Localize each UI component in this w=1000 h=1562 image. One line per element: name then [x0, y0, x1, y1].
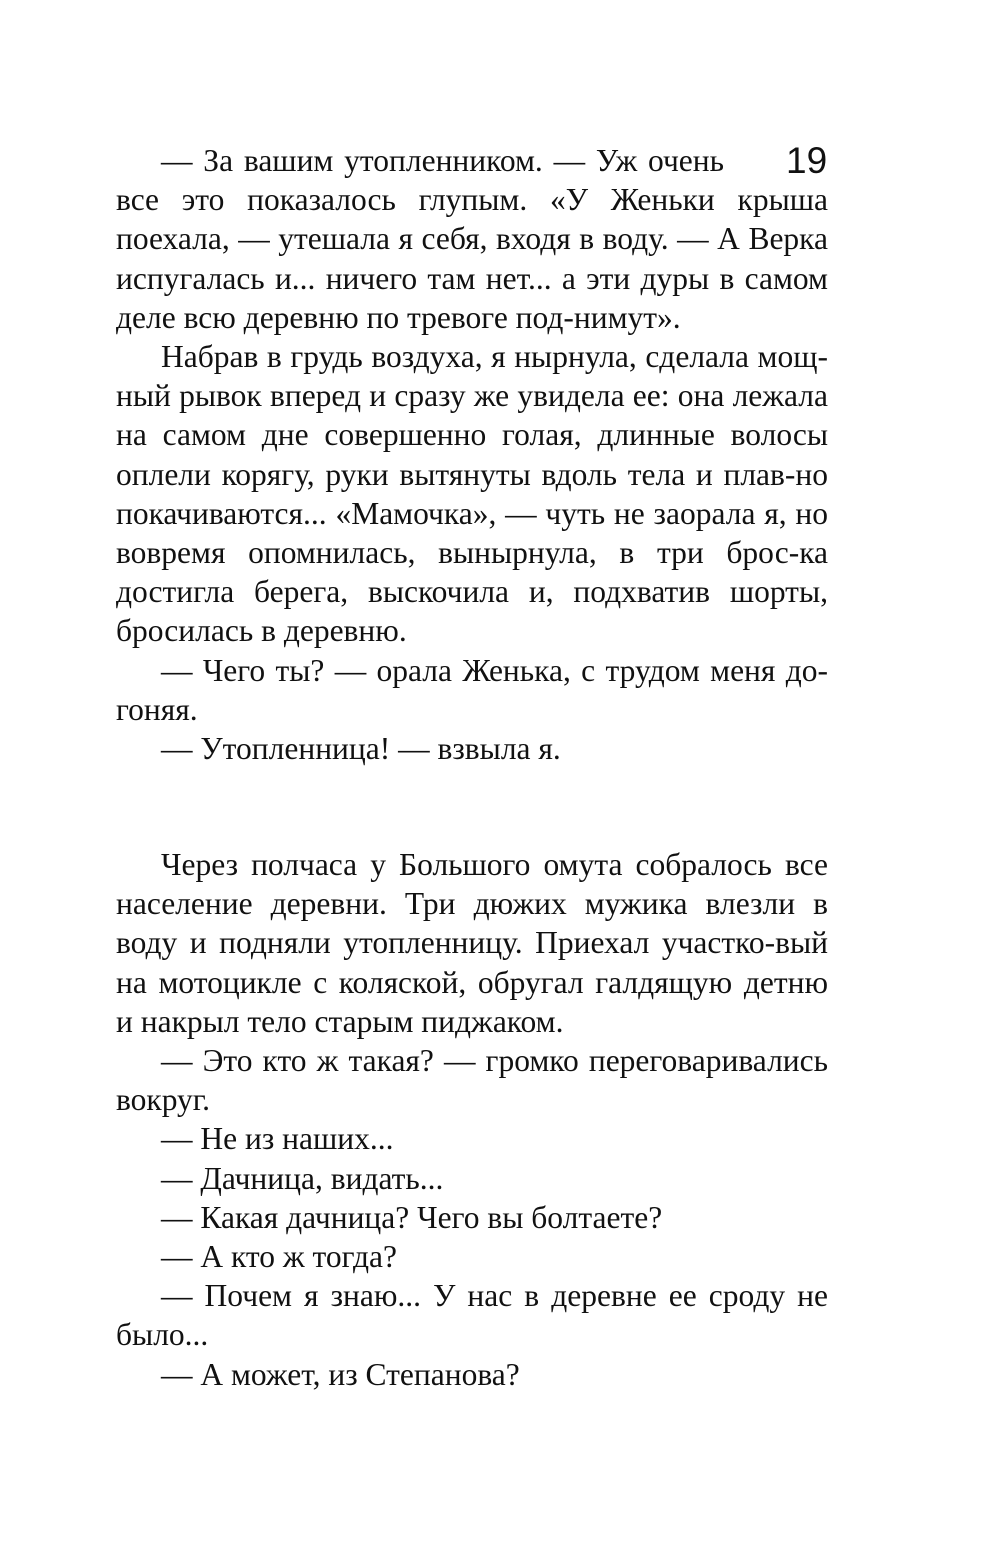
- paragraph: — Не из наших...: [161, 1121, 394, 1157]
- page-number: 19: [786, 140, 828, 181]
- paragraph-first-line: — За вашим утопленником. — Уж очень: [161, 143, 724, 178]
- paragraph: — Дачница, видать...: [161, 1160, 444, 1196]
- paragraph-continuation: все это показалось глупым. «У Женьки крыша поехала, — утешала я себя, входя в воду. — А Верка испугалась и... ничего там нет... а эти дуры в самом деле всю деревню по тревоге под-нимут».: [116, 182, 828, 335]
- paragraph: — Утопленница! — взвыла я.: [161, 731, 561, 767]
- paragraph: — Почем я знаю... У нас в деревне ее сроду не было...: [116, 1278, 828, 1353]
- paragraph: Набрав в грудь воздуха, я нырнула, сделала мощ-ный рывок вперед и сразу же увидела ее: она лежала на самом дне совершенно голая, длинные волосы оплели корягу, руки вытянуты вдоль тела и плав-но покачиваются... «Мамочка», — чуть не заорала я, но вовремя опомнилась, вынырнула, в три брос-ка достигла берега, выскочила и, подхватив шорты, бросилась в деревню.: [116, 339, 828, 649]
- paragraph: Через полчаса у Большого омута собралось все население деревни. Три дюжих мужика влезли в воду и подняли утопленницу. Приехал участко-вый на мотоцикле с коляской, обругал галдящую детню и накрыл тело старым пиджаком.: [116, 847, 828, 1039]
- paragraph: — Какая дачница? Чего вы болтаете?: [161, 1199, 663, 1235]
- paragraph: — Это кто ж такая? — громко переговаривались вокруг.: [116, 1043, 828, 1118]
- text-section-1: [116, 141, 828, 768]
- paragraph: — Чего ты? — орала Женька, с трудом меня до-гоняя.: [116, 652, 828, 727]
- paragraph: [116, 141, 828, 337]
- paragraph: — А может, из Степанова?: [161, 1356, 520, 1392]
- paragraph: — А кто ж тогда?: [161, 1239, 397, 1275]
- text-section-2: [116, 845, 828, 1394]
